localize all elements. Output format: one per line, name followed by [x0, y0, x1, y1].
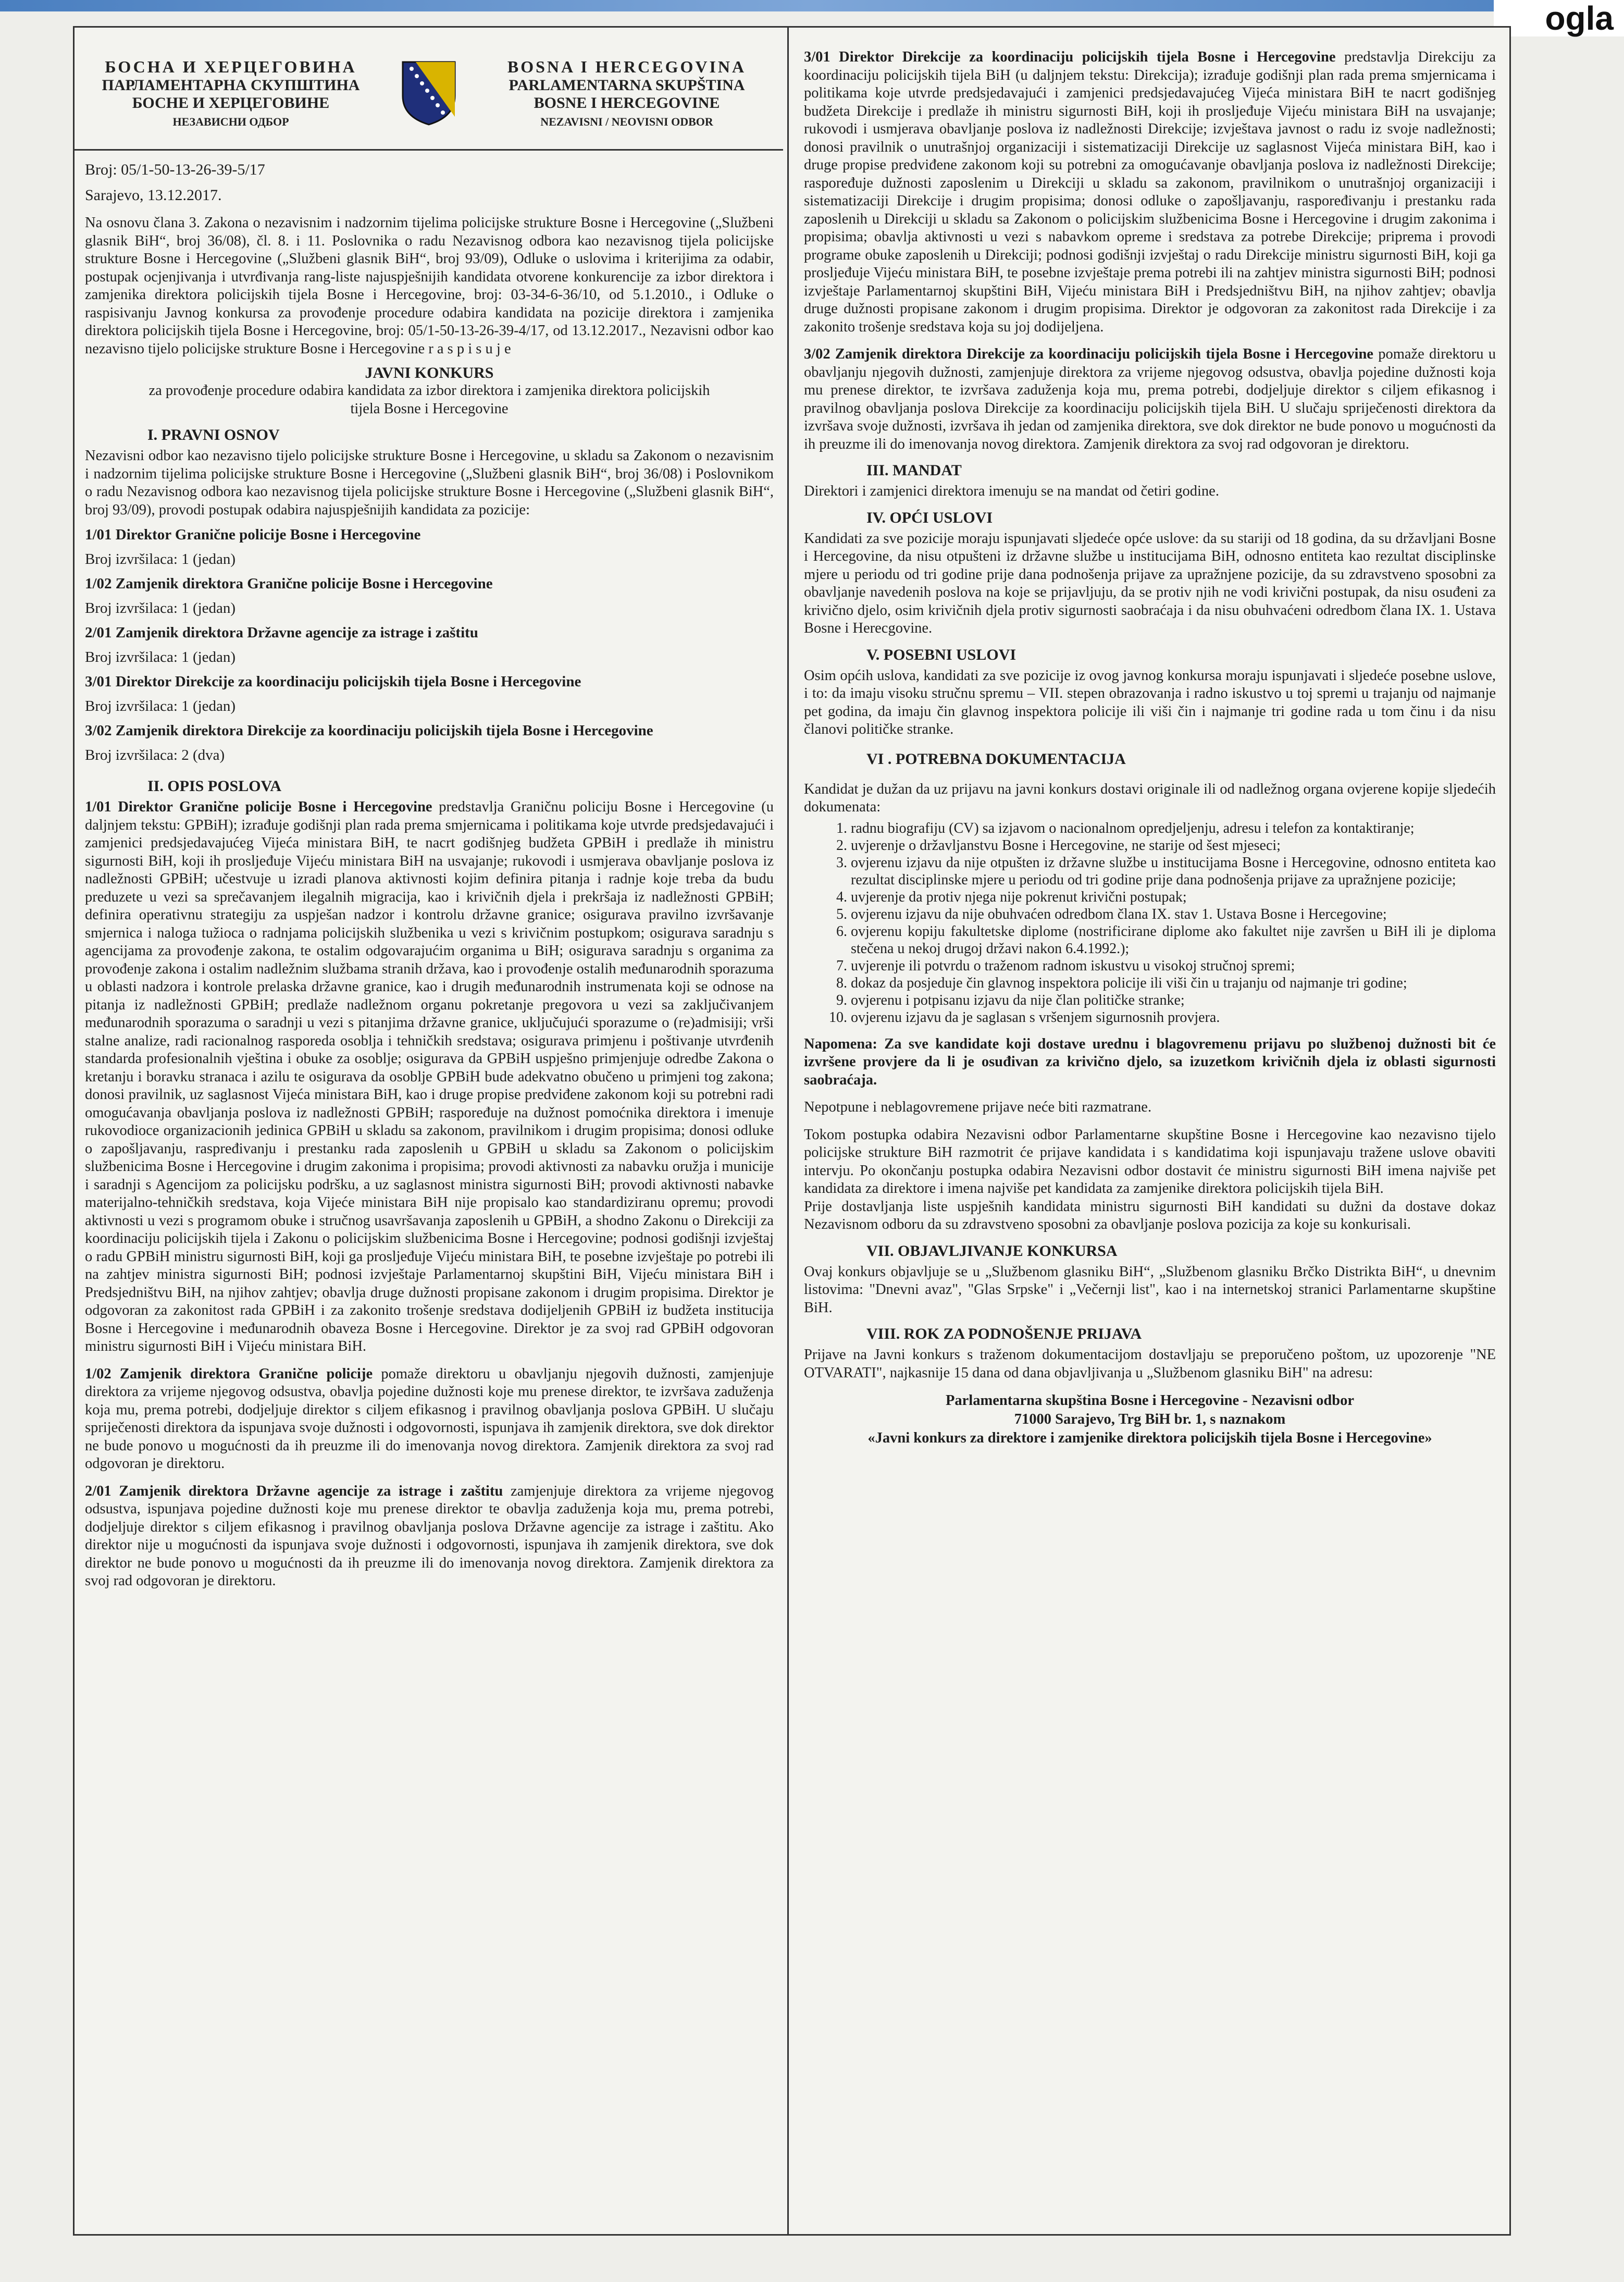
description-head: 1/02 Zamjenik direktora Granične policije — [85, 1365, 373, 1382]
left-column — [75, 28, 783, 2234]
description-text: pomaže direktoru u obavljanju njegovih dužnosti, zamjenjuje direktora za vrijeme njegovog odsustva, obavlja pojedine dužnosti koje mu prenese direktor, te izvršava zaduženja koja mu, prema potrebi, dodjeljuje direktor s ciljem efikasnog i pravilnog obavljanja poslova GPBiH. U slučaju spriječenosti direktora da ispunjava svoje dužnosti i odgovornosti, ispunjava ih zamjenik direktora, sve dok direktor ne bude ponovo u mogućnosti da ih preuzme ili do imenovanja novog direktora. Zamjenik direktora za svoj rad odgovoran je direktoru. — [85, 1365, 774, 1472]
section-3-text: Direktori i zamjenici direktora imenuju se na mandat od četiri godine. — [804, 483, 1219, 499]
list-item: 7. uvjerenje ili potvrdu o traženom radnom iskustvu u visokoj stručnoj spremi; — [851, 957, 1496, 975]
list-item: 5. ovjerenu izjavu da nije obuhvaćen odredbom člana IX. stav 1. Ustava Bosne i Hercegovine; — [851, 906, 1496, 923]
description-head: 3/02 Zamjenik direktora Direkcije za koordinaciju policijskih tijela Bosne i Hercegovine — [804, 346, 1373, 362]
address-line-2: 71000 Sarajevo, Trg BiH br. 1, s naznakom — [1014, 1411, 1286, 1427]
description-text: pomaže direktoru u obavljanju njegovih dužnosti, zamjenjuje direktora za vrijeme njegovog odsustva, obavlja pojedine dužnosti koja mu prenese direktor, te izvršava zaduženja koja mu, prema potrebi, dodjeljuje direktor s ciljem efikasnog i pravilnog obavljanja poslova Direkcije za koordinaciju policijskih tijela BiH. U slučaju spriječenosti direktora da izvršava svoje dužnosti, izvršava ih jedan od zamjenika direktora, sve dok direktor ne bude ponovo u mogućnosti da ih preuzme ili do imenovanja novog direktora. Zamjenik direktora za svoj rad odgovoran je direktoru. — [804, 346, 1496, 452]
list-item: 10. ovjerenu izjavu da je saglasan s vršenjem sigurnosnih provjera. — [851, 1009, 1496, 1026]
position-count: Broj izvršilaca: 1 (jedan) — [85, 600, 236, 616]
section-7-title: VII. OBJAVLJIVANJE KONKURSA — [866, 1242, 1118, 1260]
masthead-cyr-line-2: ПАРЛАМЕНТАРНА СКУПШТИНА — [102, 77, 360, 94]
section-5-title: V. POSEBNI USLOVI — [866, 646, 1016, 663]
list-item: 3. ovjerenu izjavu da nije otpušten iz državne službe u institucijama Bosne i Hercegovine, odnosno entiteta kao rezultat disciplinske mjere u periodu od tri godine prije dana podnošenja prijave za upražnjene pozicije; — [851, 854, 1496, 889]
intro-paragraph: Na osnovu člana 3. Zakona o nezavisnim i nadzornim tijelima policijske strukture Bosne i Hercegovine („Službeni glasnik BiH“, broj 36/08), čl. 8. i 11. Poslovnika o radu Nezavisnog odbora kao nezavisnog tijela policijske strukture Bosne i Hercegovine („Službeni glasnik BiH“, broj 93/09), Odluke o uslovima i kriterijima za odabir, postupak ocjenjivanja i utvrđivanja rang-liste najuspješnijih kandidata otvorene konkurencije za izbor direktora i zamjenika direktora policijskih tijela Bosne i Hercegovine, broj: 03-34-6-36/10, od 5.1.2010., i Odluke o raspisivanju Javnog konkursa za provođenje procedure odabira kandidata na pozicije direktora i zamjenika direktora policijskih tijela Bosne i Hercegovine, broj: 05/1-50-13-26-39-4/17, od 13.12.2017., Nezavisni odbor kao nezavisno tijelo policijske strukture Bosne i Hercegovine r a s p i s u j e — [85, 215, 774, 357]
position-count: Broj izvršilaca: 2 (dva) — [85, 747, 225, 763]
description-2-01 — [85, 1483, 774, 1590]
address-line-1: Parlamentarna skupština Bosne i Hercegovine - Nezavisni odbor — [945, 1392, 1354, 1409]
section-6-intro: Kandidat je dužan da uz prijavu na javni konkurs dostavi originale ili od nadležnog organa ovjerene kopije sljedećih dokumenata: — [804, 781, 1496, 815]
document-subtitle: za provođenje procedure odabira kandidata za izbor direktora i zamjenika direktora policijskih tijela Bosne i Hercegovine — [148, 383, 710, 417]
masthead — [75, 37, 783, 151]
description-head: 1/01 Direktor Granične policije Bosne i Hercegovine — [85, 799, 432, 815]
column-divider — [787, 28, 789, 2234]
top-color-strip — [0, 0, 1624, 11]
section-4-title: IV. OPĆI USLOVI — [866, 509, 993, 526]
procedure-paragraph: Tokom postupka odabira Nezavisni odbor Parlamentarne skupštine Bosne i Hercegovine kao nezavisno tijelo policijske strukture BiH razmotrit će prijave kandidata i s kandidatima koji ispunjavaju tražene uslove obaviti intervju. Po okončanju postupka odabira Nezavisni odbor dostavit će ministru sigurnosti BiH imena najviše pet kandidata za direktore i imena najviše pet kandidata za zamjenike direktora policijskih tijela BiH. — [804, 1126, 1496, 1196]
section-8-title: VIII. ROK ZA PODNOŠENJE PRIJAVA — [866, 1325, 1142, 1342]
section-2-title: II. OPIS POSLOVA — [147, 778, 282, 795]
description-text: predstavlja Direkciju za koordinaciju policijskih tijela BiH (u daljnjem tekstu: Direkcija); izrađuje godišnji plan rada prema smjernicama i politikama koje utvrde predsjedavajući i zamjenici predsjedavajućeg Vijeća ministara BiH te nacrt godišnjeg budžeta Direkcije i predlaže ih ministru sigurnosti BiH, koji ih prosljeđuje Vijeću ministara BiH na usvajanje; rukovodi i usmjerava obavljanje poslova iz nadležnosti Direkcije; izvještava javnost o radu iz svoje nadležnosti; donosi pravilnik o unutrašnjoj organizaciji i sistematizaciji Direkcije uz saglasnost Vijeća ministara BiH, kao i druge propise predviđene zakonom koji su potrebni za omogućavanje obavljanja poslova iz nadležnosti Direkcije; raspoređuje dužnosti zaposlenim u Direkciji u skladu sa zakonom, pravilnikom o unutrašnjoj organizaciji i sistematizaciji Direkcije i drugim propisima; donosi odluke o zapošljavanju, raspoređivanju i prestanku rada zaposlenih u Direkciji u skladu sa Zakonom o policijskim službenicima Bosne i Hercegovine i drugim zakonima i propisima; obavlja aktivnosti u vezi s nabavkom opreme i sredstava za potrebe Direkcije; priprema i provodi programe obuke zaposlenih u Direkciji; podnosi godišnji izvještaj o radu Direkcije ministru sigurnosti BiH, koji ga prosljeđuje Vijeću ministara BiH, te posebne izvještaje prema potrebi ili na zahtjev ministra sigurnosti BiH; podnosi izvještaje Parlamentarnoj skupštini BiH, Vijeću ministara BiH i Predsjedništvu BiH, na njihov zahtjev; obavlja druge dužnosti propisane zakonom i drugim propisima. Direktor je odgovoran za zakonitost rada Direkcije i za zakonito trošenje sredstava koja su joj dodijeljena. — [804, 49, 1496, 335]
masthead-lat-line-3: BOSNE I HERCEGOVINE — [534, 94, 720, 112]
description-head: 2/01 Zamjenik direktora Državne agencije za istrage i zaštitu — [85, 1483, 503, 1499]
right-column — [794, 28, 1509, 2234]
list-item: 6. ovjerenu kopiju fakultetske diplome (nostrificirane diplome ako fakultet nije završen u BiH ili je diploma stečena u nekoj drugoj državi nakon 6.4.1992.); — [851, 923, 1496, 957]
list-item: 8. dokaz da posjeduje čin glavnog inspektora policije ili viši čin u trajanju od najmanje tri godine; — [851, 975, 1496, 992]
description-1-02 — [85, 1365, 774, 1473]
masthead-lat-line-1: BOSNA I HERCEGOVINA — [507, 57, 747, 76]
note-paragraph: Napomena: Za sve kandidate koji dostave urednu i blagovremenu prijavu po službenoj dužnosti bit će izvršene provjere da li je osuđivan za krivično djelo, sa izuzetkom krivičnih djela iz oblasti sigurnosti saobraćaja. — [804, 1035, 1496, 1088]
coat-of-arms-icon — [400, 59, 457, 127]
section-4-text: Kandidati za sve pozicije moraju ispunjavati sljedeće opće uslove: da su stariji od 18 godina, da su državljani Bosne i Hercegovine, da nisu otpušteni iz državne službe u institucijama BiH, odnosno entiteta kao rezultat disciplinske mjere u periodu od tri godine prije dana podnošenja prijave za upražnjene pozicije, da su zdravstveno sposobni za obavljanje navedenih poslova na koje se prijavljuju, da se protiv njih ne vodi krivični postupak, da nisu osuđeni za krivično djelo, osim krivičnih djela protiv sigurnosti saobraćaja i da nisu obuhvaćeni odredbom člana IX. 1. Ustava Bosne i Herecgovine. — [804, 530, 1496, 636]
description-3-02 — [804, 346, 1496, 453]
position-count: Broj izvršilaca: 1 (jedan) — [85, 698, 236, 714]
section-6-title: VI . POTREBNA DOKUMENTACIJA — [866, 750, 1126, 768]
reference-number: Broj: 05/1-50-13-26-39-5/17 — [85, 161, 265, 178]
document-title: JAVNI KONKURS — [365, 364, 494, 381]
masthead-lat-line-4: NEZAVISNI / NEOVISNI ODBOR — [540, 115, 713, 128]
section-8-text: Prijave na Javni konkurs s traženom dokumentacijom dostavljaju se preporučeno poštom, uz upozorenje "NE OTVARATI", najkasnije 15 dana od dana objavljivanja u „Službenom glasniku BiH" na adresu: — [804, 1347, 1496, 1381]
position-title: 1/01 Direktor Granične policije Bosne i Hercegovine — [85, 526, 421, 543]
document-date: Sarajevo, 13.12.2017. — [85, 187, 222, 204]
masthead-lat-line-2: PARLAMENTARNA SKUPŠTINA — [509, 77, 745, 94]
page-corner-heading: ogla — [1494, 0, 1624, 36]
list-item: 1. radnu biografiju (CV) sa izjavom o nacionalnom opredjeljenju, adresu i telefon za kontaktiranje; — [851, 820, 1496, 837]
list-item: 4. uvjerenje da protiv njega nije pokrenut krivični postupak; — [851, 889, 1496, 906]
section-3-title: III. MANDAT — [866, 462, 962, 479]
section-5-text: Osim općih uslova, kandidati za sve pozicije iz ovog javnog konkursa moraju ispunjavati i sljedeće posebne uslove, i to: da imaju visoku stručnu spremu – VII. stepen obrazovanja i radno iskustvo u toj spremi u trajanju od najmanje pet godina, da imaju čin glavnog inspektora policije ili viši čin i najmanje tri godine rada u tom činu i da nisu članovi političke stranke. — [804, 667, 1496, 737]
description-1-01 — [85, 798, 774, 1356]
description-text: zamjenjuje direktora za vrijeme njegovog odsustva, ispunjava pojedine dužnosti koje mu prenese direktor te obavlja zaduženja koja mu, prema potrebi, dodjeljuje direktor s ciljem efikasnog i pravilnog obavljanja poslova Državne agencije za istrage i zaštitu. Ako direktor nije u mogućnosti da ispunjava svoje dužnosti i odgovornosti, ispunjava ih zamjenik direktora, sve dok direktor ne bude ponovo u mogućnosti da ih preuzme ili do imenovanja novog direktora. Zamjenik direktora za svoj rad odgovoran je direktoru. — [85, 1483, 774, 1589]
section-7-text: Ovaj konkurs objavljuje se u „Službenom glasniku BiH“, „Službenom glasniku Brčko Distrikta BiH“, u dnevnim listovima: "Dnevni avaz", "Glas Srpske" i „Večernji list", kao i na internetskoj stranici Parlamentarne skupštine BiH. — [804, 1263, 1496, 1316]
list-item: 9. ovjerenu i potpisanu izjavu da nije član političke stranke; — [851, 992, 1496, 1009]
position-title: 1/02 Zamjenik direktora Granične policije Bosne i Hercegovine — [85, 575, 493, 592]
position-count: Broj izvršilaca: 1 (jedan) — [85, 551, 236, 568]
section-1-text: Nezavisni odbor kao nezavisno tijelo policijske strukture Bosne i Hercegovine, u skladu sa Zakonom o nezavisnim i nadzornim tijelima policijske strukture Bosne i Hercegovine („Službeni glasnik BiH“, broj 36/08) i Poslovnikom o radu Nezavisnog odbora kao nezavisnog tijela policijske strukture Bosne i Hercegovine („Službeni glasnik BiH“, broj 93/09), provodi postupak odabira najuspješnijih kandidata za pozicije: — [85, 448, 774, 518]
masthead-latin — [481, 57, 773, 129]
list-item: 2. uvjerenje o državljanstvu Bosne i Hercegovine, ne starije od šest mjeseci; — [851, 837, 1496, 854]
description-head: 3/01 Direktor Direkcije za koordinaciju policijskih tijela Bosne i Hercegovine — [804, 49, 1336, 65]
incomplete-notice: Nepotpune i neblagovremene prijave neće biti razmatrane. — [804, 1099, 1152, 1115]
section-1-title: I. PRAVNI OSNOV — [147, 426, 280, 443]
masthead-cyr-line-3: БОСНЕ И ХЕРЦЕГОВИНЕ — [132, 94, 330, 112]
position-title: 3/02 Zamjenik direktora Direkcije za koordinaciju policijskih tijela Bosne i Hercegovine — [85, 722, 653, 739]
announcement-page — [73, 26, 1511, 2236]
masthead-cyr-line-1: БОСНА И ХЕРЦЕГОВИНА — [105, 57, 357, 76]
document-list — [804, 820, 1496, 1026]
description-text: predstavlja Graničnu policiju Bosne i Hercegovine (u daljnjem tekstu: GPBiH); izrađuje godišnji plan rada prema smjernicama i politikama koje utvrde predsjedavajući i zamjenici predsjedavajućeg Vijeća ministara BiH, te nacrt godišnjeg budžeta GPBiH i predlaže ih ministru sigurnosti BiH, koji ih prosljeđuje Vijeću ministara BiH na usvajanje; rukovodi i usmjerava obavljanje poslova iz nadležnosti GPBiH; učestvuje u izradi planova aktivnosti kojim definira pitanja i radnje koje treba da budu preduzete u vezi sa sprečavanjem ilegalnih migracija, kao i krivičnih djela i prekršaja iz nadležnosti GPBiH; definira operativnu strategiju za uspješan nadzor i kontrolu državne granice; osigurava pravilno izvršavanje smjernica i naloga tužioca o radnjama policijskih službenika u vezi s krivičnim postupkom; osigurava saradnju s agencijama za provođenje zakona, te ostalim odgovarajućim organima u BiH; osigurava saradnju s organima za provođenje zakona i ostalim nadležnim službama stranih država, kao i provođenje ostalih međunarodnih sporazuma u oblasti nadzora i kontrole prelaska državne granice, kao i drugih međunarodnih instrumenata koji se odnose na pitanja iz nadležnosti GPBiH; predlaže nadležnom organu pokretanje pregovora u vezi sa zaključivanjem međunarodnih sporazuma o saradnji u vezi s pitanjima državne granice, uključujući sporazume o (re)admisiji; vrši stalne analize, radi racionalnog rasporeda osoblja i tehničkih sredstava; osigurava primjenu i poštivanje utvrđenih standarda profesionalnih vještina i obuke za osoblje; osigurava da GPBiH uspješno primjenjuje odredbe Zakona o kretanju i boravku stranaca i azilu te osigurava da osoblje GPBiH bude adekvatno obučeno u primjeni tog zakona; donosi pravilnik, uz saglasnost Vijeća ministara BiH, kao i druge propise predviđene zakonom koji su potrebni radi omogućavanja obavljanja poslova iz nadležnosti GPBiH; raspoređuje na dužnost pomoćnika direktora i imenuje rukovodioce organizacionih jedinica GPBiH u skladu sa zakonom, pravilnikom i drugim propisima; donosi odluke o zapošljavanju, raspređivanju i prestanku rada zaposlenih u GPBiH u skladu sa Zakonom o policijskim službenicima Bosne i Hercegovine i drugim zakonima i propisima; provodi aktivnosti za nabavku oružja i municije i saradnji s Agencijom za policijsku podršku, a uz saglasnost ministra sigurnosti BiH; provodi aktivnosti nabavke materijalno-tehničkih sredstava, koja Vijeće ministara BiH nije propisalo kao standardiziranu opremu; provodi aktivnosti u vezi s programom obuke i stručnog usavršavanja zaposlenih u GPBiH, a shodno Zakonu o Direkciji za koordinaciju policijskih tijela i Zakonu o policijskim službenicima Bosne i Hercegovine; podnosi godišnji izvještaj o radu GPBiH ministru sigurnosti BiH, koji ga prosljeđuje Vijeću ministara BiH, te posebne izvještaje po potrebi ili na zahtjev ministra sigurnosti BiH; podnosi izvještaje Parlamentarnoj skupštini BiH, Vijeću ministara BiH i Predsjedništvu BiH, na njihov zahtjev; obavlja druge dužnosti propisane zakonom i drugim propisima. Direktor je odgovoran za zakonitost rada GPBiH i za zakonito trošenje sredstava dodijeljenih GPBiH iz budžeta institucija Bosne i Hercegovine i međunarodnih obaveza Bosne i Hercegovine. Direktor je za svoj rad GPBiH odgovoran ministru sigurnosti BiH i Vijeću ministara BiH. — [85, 799, 774, 1354]
position-title: 3/01 Direktor Direkcije za koordinaciju policijskih tijela Bosne i Hercegovine — [85, 673, 581, 690]
position-title: 2/01 Zamjenik direktora Državne agencije za istrage i zaštitu — [85, 624, 478, 641]
masthead-cyr-line-4: НЕЗАВИСНИ ОДБОР — [172, 115, 289, 128]
position-count: Broj izvršilaca: 1 (jedan) — [85, 649, 236, 665]
masthead-cyrillic — [85, 57, 377, 129]
medical-paragraph: Prije dostavljanja liste uspješnih kandidata ministru sigurnosti BiH kandidati su dužni da dostave dokaz Nezavisnom odboru da su zdravstveno sposobni za obavljanje poslova pozicija za koje su konkurisali. — [804, 1198, 1496, 1232]
address-line-3: «Javni konkurs za direktore i zamjenike direktora policijskih tijela Bosne i Hercegovine» — [867, 1430, 1432, 1446]
description-3-01 — [804, 48, 1496, 336]
